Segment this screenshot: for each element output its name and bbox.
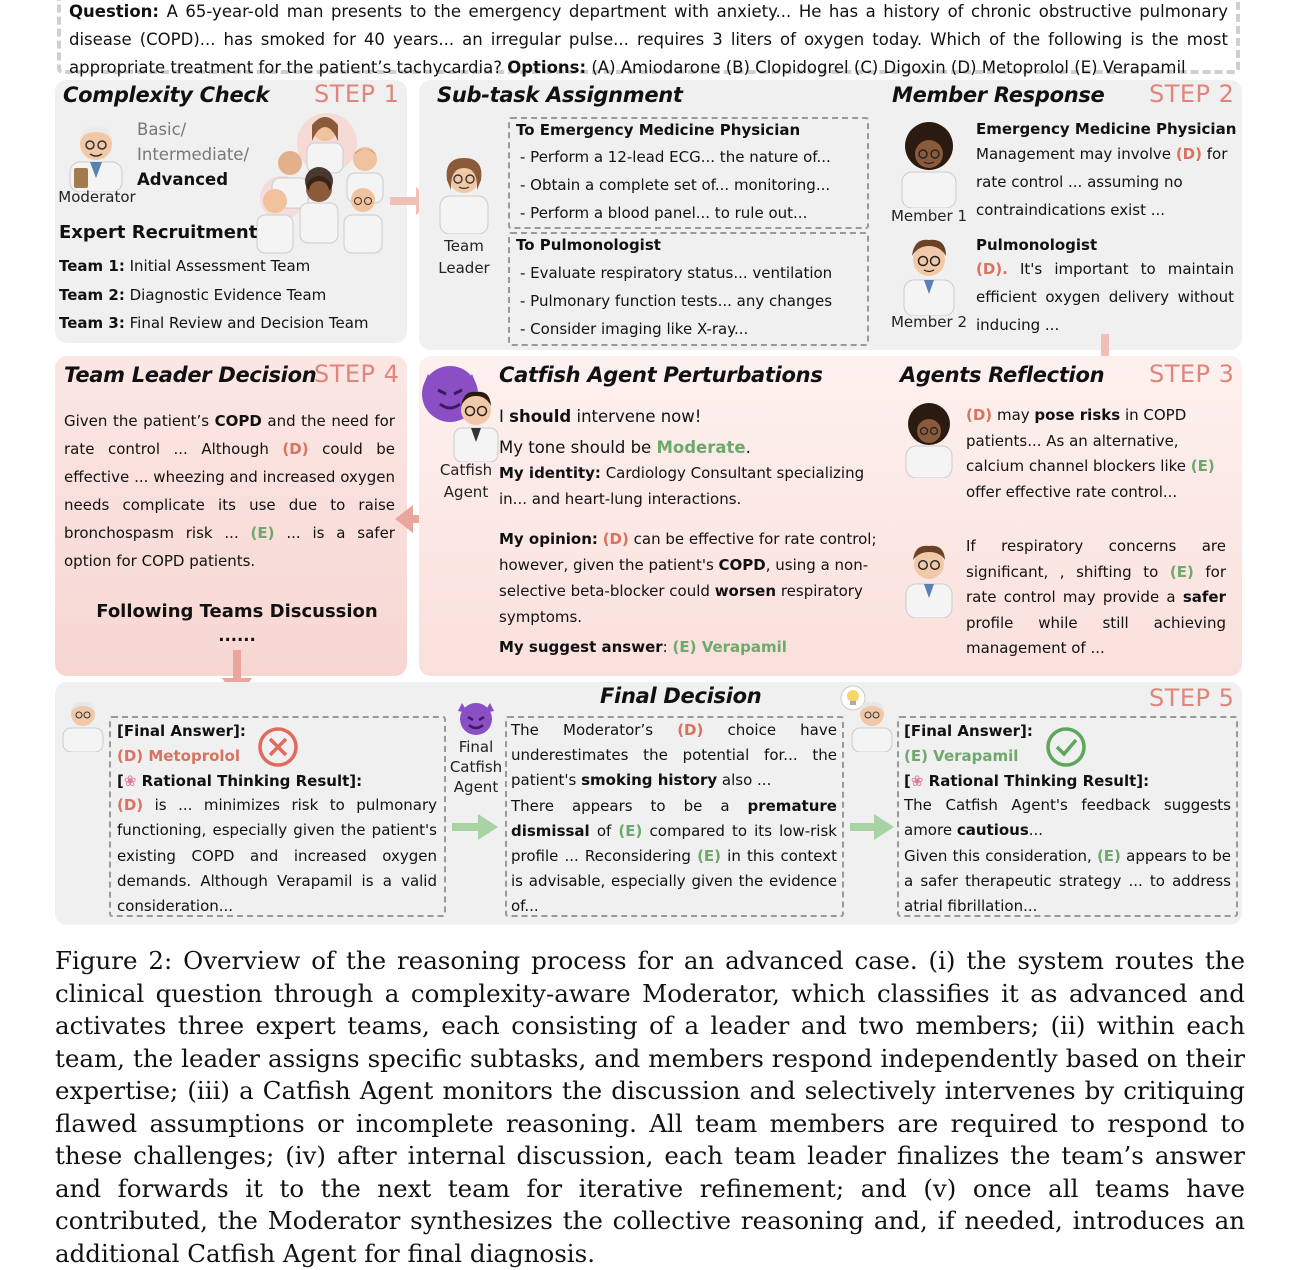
figure-caption: Figure 2: Overview of the reasoning process for an advanced case. (i) the system routes the clinical question through a complexity-aware Moderator, which classifies it as advanced and activates three expert teams, each consisting of a leader and two members; (ii) within each team, the leader assigns specific subtasks, and members respond independently based on their expertise; (iii) a Catfish Agent monitors the discussion and selectively intervenes by critiquing flawed assumptions or incomplete reasoning. All team members are required to respond to these challenges; (iv) after internal discussion, each team leader finalizes the team’s answer and forwards it to the next team for iterative refinement; and (v) once all teams have contributed, the Moderator synthesizes the collective reasoning and, if needed, introduces an additional Catfish Agent for final diagnosis. (55, 946, 1245, 1268)
question-label: Question: (69, 2, 160, 21)
right-final-answer-value: (E) Verapamil (904, 747, 1019, 765)
moderator-final-right-avatar-icon (846, 694, 898, 752)
left-final-answer-value: (D) Metoprolol (117, 747, 240, 765)
final-catfish-avatar-icon (456, 697, 496, 737)
team-leader-decision-text: Given the patient’s COPD and the need for rate control ... Although (D) could be effective ... wheezing and increased oxygen needs complicate its use due to raise bronchospasm risk ... (E) ... is a safer option for COPD patients. (64, 412, 395, 570)
options-text: (A) Amiodarone (B) Clopidogrel (C) Digoxin (D) Metoprolol (E) Verapamil (591, 58, 1186, 77)
catfish-perturbations-title: Catfish Agent Perturbations (499, 363, 823, 387)
moderator-caption: Moderator (58, 188, 136, 206)
step5-label: STEP 5 (1149, 684, 1235, 712)
final-catfish-caption: Final Catfish Agent (449, 738, 503, 796)
moderator-final-left-avatar-icon (57, 694, 109, 752)
step1-label: STEP 1 (314, 80, 400, 108)
member-1-response: Management may involve (D) for rate control ... assuming no contraindications exist ... (976, 145, 1228, 219)
team-leader-decision-title: Team Leader Decision (64, 363, 317, 387)
brain-icon: ❀ (123, 772, 137, 790)
catfish-intervene-line: I should intervene now! (499, 407, 702, 426)
arrow-to-revised-answer-icon (850, 812, 896, 842)
emp-subtask-item: - Perform a blood panel... to rule out... (520, 204, 808, 222)
subtask-title: Sub-task Assignment (437, 83, 683, 107)
pulm-subtask-item: - Consider imaging like X-ray... (520, 320, 749, 338)
right-rational-thinking-text: The Catfish Agent's feedback suggests amore cautious... Given this consideration, (E) appears to be a safer therapeutic strategy ... to address atrial fibrillation... (904, 796, 1231, 916)
expert-recruitment-title: Expert Recruitment (59, 222, 258, 243)
reflection-member-1-text: (D) may pose risks in COPD patients... As an alternative, calcium channel blockers like (E) offer effective rate control... (966, 406, 1215, 501)
incorrect-x-icon (256, 725, 300, 769)
catfish-agent-caption: Catfish Agent (439, 461, 493, 501)
catfish-tone-line: My tone should be Moderate. (499, 438, 751, 457)
catfish-agent-avatar-icon (420, 362, 502, 462)
left-final-answer-label: [Final Answer]: (117, 722, 246, 740)
question-box (57, 0, 1240, 77)
correct-check-icon (1044, 725, 1088, 769)
right-rational-thinking-label: [❀ Rational Thinking Result]: (904, 772, 1150, 790)
agents-reflection-title: Agents Reflection (900, 363, 1105, 387)
team-1-row: Team 1: Initial Assessment Team (59, 257, 311, 275)
left-rational-thinking-label: [❀ Rational Thinking Result]: (117, 772, 363, 790)
left-rational-thinking-text: (D) is ... minimizes risk to pulmonary functioning, especially given the patient's existing COPD and increased oxygen demands. Although Verapamil is a valid consideration... (117, 796, 437, 916)
step3-label: STEP 3 (1149, 360, 1235, 388)
brain-icon: ❀ (910, 772, 924, 790)
team-3-row: Team 3: Final Review and Decision Team (59, 314, 369, 332)
right-final-answer-label: [Final Answer]: (904, 722, 1033, 740)
arrow-to-catfish-critique-icon (452, 812, 500, 842)
options-label: Options: (507, 58, 587, 77)
level-intermediate: Intermediate/ (137, 145, 250, 164)
following-teams-label: Following Teams Discussion (96, 601, 378, 622)
team-leader-caption: Team Leader (438, 237, 490, 277)
catfish-critique-text: The Moderator’s (D) choice have underestimates the potential for... the patient's smoking history also ... There appears to be a premature dismissal of (E) compared to its low-risk profile ... Reconsidering (E) in this context is advisable, especially given the evidence of... (511, 721, 837, 916)
expert-group-icon (252, 103, 397, 258)
level-basic: Basic/ (137, 120, 187, 139)
emp-subtask-header: To Emergency Medicine Physician (516, 121, 801, 139)
member-1-avatar-icon (892, 118, 966, 208)
moderator-avatar-icon (60, 116, 132, 192)
member-2-role: Pulmonologist (976, 236, 1098, 254)
following-dots: ...... (218, 626, 256, 645)
step2-label: STEP 2 (1149, 80, 1235, 108)
team-2-row: Team 2: Diagnostic Evidence Team (59, 286, 327, 304)
member-2-response: (D). It's important to maintain efficient oxygen delivery without inducing ... (976, 260, 1234, 334)
complexity-check-title: Complexity Check (63, 83, 270, 107)
reflection-member-1-avatar-icon (898, 400, 960, 478)
catfish-suggested-answer: My suggest answer: (E) Verapamil (499, 638, 787, 656)
catfish-identity: My identity: Cardiology Consultant specializing in... and heart-lung interactions. (499, 464, 865, 508)
pulm-subtask-item: - Pulmonary function tests... any changes (520, 292, 833, 310)
reflection-member-2-avatar-icon (898, 536, 960, 618)
emp-subtask-item: - Perform a 12-lead ECG... the nature of... (520, 148, 831, 166)
team-leader-avatar-icon (432, 150, 496, 234)
step4-label: STEP 4 (314, 360, 400, 388)
member-2-caption: Member 2 (890, 313, 967, 331)
emp-subtask-item: - Obtain a complete set of... monitoring... (520, 176, 831, 194)
question-text: A 65-year-old man presents to the emergency department with anxiety... He has a history of chronic obstructive pulmonary disease (COPD)... has smoked for 40 years... an irregular pulse... requires 3 liters of oxygen today. Which of the following is the most appropriate treatment for the patient’s tachycardia? (69, 2, 1228, 77)
member-2-avatar-icon (894, 228, 964, 316)
member-1-role: Emergency Medicine Physician (976, 120, 1237, 138)
level-advanced: Advanced (137, 170, 228, 189)
catfish-opinion: My opinion: (D) can be effective for rate control; however, given the patient's COPD, using a non-selective beta-blocker could worsen respiratory symptoms. (499, 530, 877, 626)
member-1-caption: Member 1 (890, 207, 967, 225)
pulm-subtask-header: To Pulmonologist (516, 236, 661, 254)
reflection-member-2-text: If respiratory concerns are significant, , shifting to (E) for rate control may provide a safer profile while still achieving management of ... (966, 537, 1226, 657)
pulm-subtask-item: - Evaluate respiratory status... ventilation (520, 264, 833, 282)
final-decision-title: Final Decision (600, 684, 762, 708)
member-response-title: Member Response (892, 83, 1105, 107)
